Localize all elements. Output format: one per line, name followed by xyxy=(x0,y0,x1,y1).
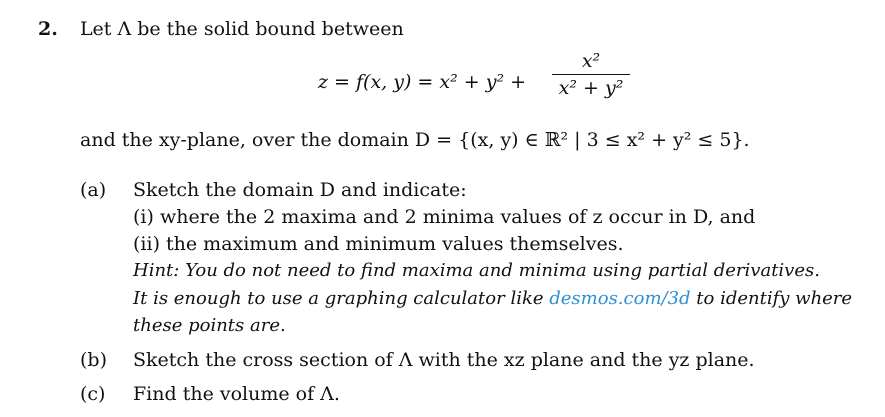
part-a-hint-line3: these points are. xyxy=(133,315,286,336)
desmos-link[interactable]: desmos.com/3d xyxy=(549,288,691,309)
part-a-text: Sketch the domain D and indicate: xyxy=(133,179,467,201)
part-a-hint-line2 xyxy=(133,287,852,311)
equation-lhs xyxy=(318,70,526,94)
part-c-text: Find the volume of Λ. xyxy=(133,383,340,405)
part-b-label: (b) xyxy=(80,349,107,371)
problem-header xyxy=(38,17,404,41)
part-a-hint-line1: Hint: You do not need to find maxima and minima using partial derivatives. xyxy=(133,260,820,281)
domain-line: and the xy-plane, over the domain D = {(x, y) ∈ ℝ² | 3 ≤ x² + y² ≤ 5}. xyxy=(80,129,750,151)
fraction-denominator: x² + y² xyxy=(558,77,624,99)
part-c-label: (c) xyxy=(80,383,106,405)
hint-line2-pre: It is enough to use a graphing calculator like xyxy=(133,288,544,309)
part-b-text: Sketch the cross section of Λ with the xz plane and the yz plane. xyxy=(133,349,755,371)
part-a-i: (i) where the 2 maxima and 2 minima values of z occur in D, and xyxy=(133,206,756,228)
part-a-label: (a) xyxy=(80,179,107,201)
fraction-numerator: x² xyxy=(581,50,601,72)
part-a-ii: (ii) the maximum and minimum values themselves. xyxy=(133,233,624,255)
problem-number: 2. xyxy=(38,18,58,40)
problem-intro: Let Λ be the solid bound between xyxy=(79,18,404,40)
equation-fraction xyxy=(552,50,630,99)
fraction-bar xyxy=(552,74,630,75)
hint-line2-post: to identify where xyxy=(696,288,853,309)
equation-lhs-text: z = f(x, y) = x² + y² + xyxy=(318,71,527,93)
